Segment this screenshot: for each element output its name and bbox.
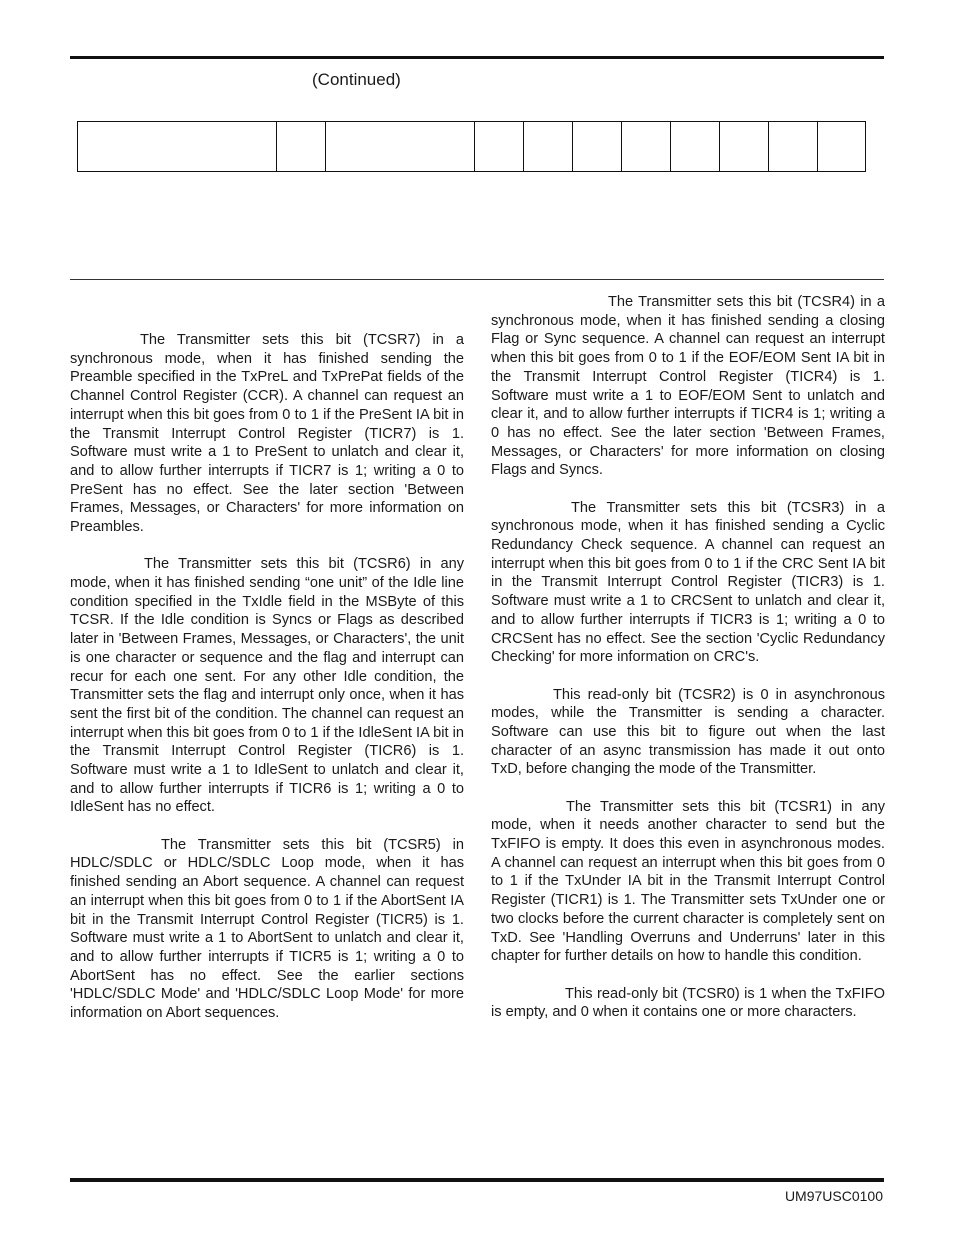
footer-doc-code: UM97USC0100 [784,1188,883,1204]
paragraph-text: This read-only bit (TCSR0) is 1 when the TxFIFO is empty, and 0 when it contains one or more characters. [491,985,885,1021]
section-rule [70,279,884,280]
paragraph-text: The Transmitter sets this bit (TCSR7) in a synchronous mode, when it has finished sending the Preamble specified in the TxPreL and TxPrePat fields of the Channel Control Register (CCR). A channel can request an interrupt when this bit goes from 0 to 1 if the PreSent IA bit in the Transmit Interrupt Control Register (TICR7) is 1. Software must write a 1 to PreSent to unlatch and clear it, and to allow further interrupts if TICR7 is 1; writing a 0 to PreSent has no effect. See the later section 'Between Frames, Messages, or Characters' for more information on Preambles. [70,332,464,536]
table-cell [78,122,277,172]
left-column [70,331,464,1041]
paragraph-text: The Transmitter sets this bit (TCSR4) in a synchronous mode, when it has finished sending a closing Flag or Sync sequence. A channel can request an interrupt when this bit goes from 0 to 1 if the EOF/EOM Sent IA bit in the Transmit Interrupt Control Register (TICR4) is 1. Software must write a 1 to EOF/EOM Sent to unlatch and clear it, and to allow further interrupts if TICR4 is 1; writing a 0 has no effect. See the later section 'Between Frames, Messages, or Characters' for more information on closing Flags and Syncs. [491,294,885,479]
crcsent-bit-paragraph [491,499,885,667]
table-cell [622,122,671,172]
register-bit-table [77,121,866,172]
table-cell [769,122,818,172]
eofsent-bit-paragraph [491,293,885,480]
paragraph-text: The Transmitter sets this bit (TCSR3) in a synchronous mode, when it has finished sending a Cyclic Redundancy Check sequence. A channel can request an interrupt when this bit goes from 0 to 1 if the CRC Sent IA bit in the Transmit Interrupt Control Register (TICR3) is 1. Software must write a 1 to CRCSent to unlatch and clear it, and to allow further interrupts if TICR3 is 1; writing a 0 to CRCSent has no effect. See the section 'Cyclic Redundancy Checking' for more information on CRC's. [491,499,885,666]
paragraph-text: This read-only bit (TCSR2) is 0 in asynchronous modes, while the Transmitter is sending a character. Software can use this bit to figure out when the last character of an async transmission has made it out onto TxD, before changing the mode of the Transmitter. [491,686,885,778]
table-cell [671,122,720,172]
table-cell [818,122,866,172]
top-rule [70,56,884,59]
allsent-bit-paragraph [491,686,885,780]
continued-label: (Continued) [312,70,401,89]
txunder-bit-paragraph [491,798,885,966]
bottom-rule [70,1178,884,1182]
table-cell [277,122,326,172]
table-cell [326,122,475,172]
table-cell [720,122,769,172]
abortsent-bit-paragraph [70,836,464,1023]
table-cell [475,122,524,172]
paragraph-text: The Transmitter sets this bit (TCSR1) in any mode, when it needs another character to send but the TxFIFO is empty. It does this even in asynchronous modes. A channel can request an interrupt when this bit goes from 0 to 1 if the TxUnder IA bit in the Transmit Interrupt Control Register (TICR1) is 1. The Transmitter sets TxUnder one or two clocks before the current character is completely sent on TxD. See 'Handling Overruns and Underruns' later in this chapter for further details on how to handle this condition. [491,798,885,965]
table-row [78,122,866,172]
txempty-bit-paragraph [491,985,885,1022]
present-bit-paragraph [70,331,464,537]
table-cell [524,122,573,172]
right-column [491,293,885,1041]
paragraph-text: The Transmitter sets this bit (TCSR5) in HDLC/SDLC or HDLC/SDLC Loop mode, when it has finished sending an Abort sequence. A channel can request an interrupt when this bit goes from 0 to 1 if the AbortSent IA bit in the Transmit Interrupt Control Register (TICR5) is 1. Software must write a 1 to AbortSent to unlatch and clear it, and to allow further interrupts if TICR5 is 1; writing a 0 to AbortSent has no effect. See the earlier sections 'HDLC/SDLC Mode' and 'HDLC/SDLC Loop Mode' for more information on Abort sequences. [70,836,464,1022]
idlesent-bit-paragraph [70,555,464,817]
paragraph-text: The Transmitter sets this bit (TCSR6) in any mode, when it has finished sending “one unit” of the Idle line condition specified in the TxIdle field in the MSByte of this TCSR. If the Idle condition is Syncs or Flags as described later in 'Between Frames, Messages, or Characters', the unit is one character or sequence and the flag and interrupt can recur for each one sent. For any other Idle condition, the Transmitter sets the flag and interrupt only once, when it has sent the first bit of the condition. The channel can request an interrupt when this bit goes from 0 to 1 if the IdleSent IA bit in the Transmit Interrupt Control Register (TICR6) is 1. Software must write a 1 to IdleSent to unlatch and clear it, and to allow further interrupts if TICR6 is 1; writing a 0 to IdleSent has no effect. [70,556,464,816]
table-cell [573,122,622,172]
